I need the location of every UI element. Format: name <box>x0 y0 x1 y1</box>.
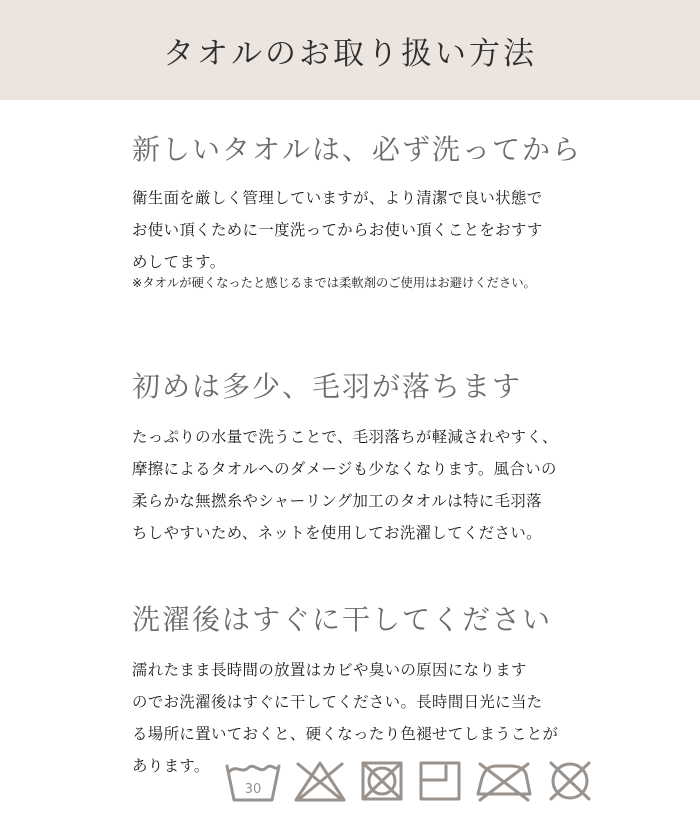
body-text-line: お使い頂くために一度洗ってからお使い頂くことをおすす <box>132 221 543 239</box>
section-heading: 洗濯後はすぐに干してください <box>132 603 553 636</box>
line-dry-icon <box>416 758 464 804</box>
body-text-line: ちしやすいため、ネットを使用してお洗濯してください。 <box>132 524 542 542</box>
body-text-line: 柔らかな無撚糸やシャーリング加工のタオルは特に毛羽落 <box>132 492 542 510</box>
body-text-line: のでお洗濯後はすぐに干してください。長時間日光に当た <box>132 693 543 711</box>
section-heading: 新しいタオルは、必ず洗ってから <box>132 133 583 166</box>
no-tumble-dry-icon <box>358 758 406 804</box>
section-new-towel <box>132 128 592 292</box>
body-text-line: 摩擦によるタオルへのダメージも少なくなります。風合いの <box>132 460 557 478</box>
body-text-line: あります。 <box>132 757 210 775</box>
softener-note: ※タオルが硬くなったと感じるまでは柔軟剤のご使用はお避けください。 <box>132 276 536 290</box>
no-bleach-icon <box>292 758 348 804</box>
header-banner <box>0 0 700 100</box>
section-drying <box>132 598 592 782</box>
body-text-line: 衛生面を厳しく管理していますが、より清潔で良い状態で <box>132 189 543 207</box>
wash-temperature-label: 30 <box>244 782 262 797</box>
section-lint <box>132 365 592 549</box>
wash-tub-30-icon <box>224 758 282 804</box>
body-text-line: たっぷりの水量で洗うことで、毛羽落ちが軽減されやすく、 <box>132 428 558 446</box>
section-heading: 初めは多少、毛羽が落ちます <box>132 370 523 403</box>
body-text-line: る場所に置いておくと、硬くなったり色褪せてしまうことが <box>132 725 559 743</box>
care-icons <box>224 756 596 806</box>
body-text-line: 濡れたまま長時間の放置はカビや臭いの原因になります <box>132 661 527 679</box>
no-iron-icon <box>474 758 534 804</box>
body-text-line: めしてます。 <box>132 253 226 271</box>
no-dry-clean-icon <box>544 758 596 804</box>
page-title: タオルのお取り扱い方法 <box>163 35 537 72</box>
